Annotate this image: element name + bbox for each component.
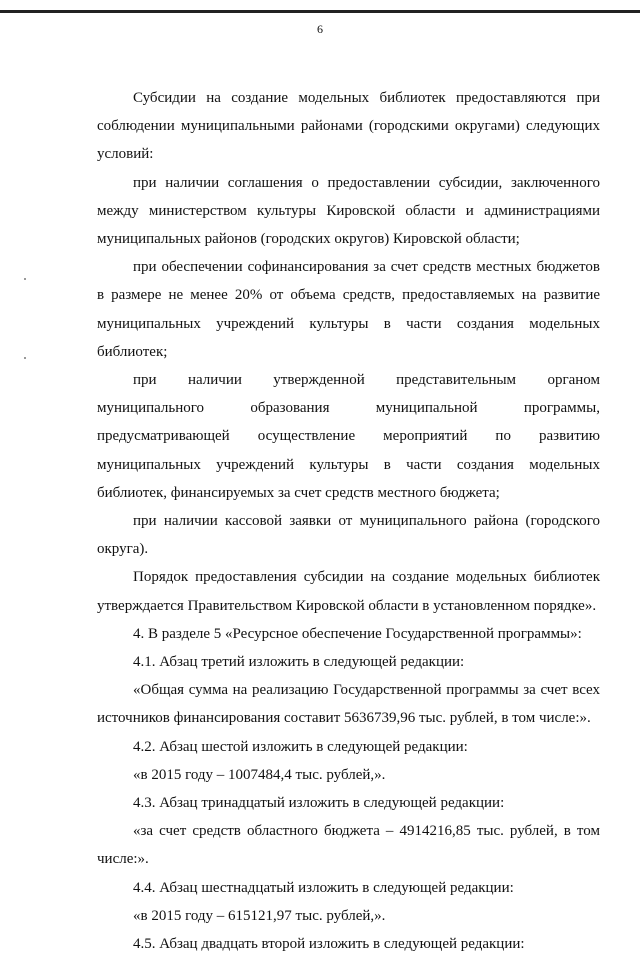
paragraph-condition-cofinancing: при обеспечении софинансирования за счет средств местных бюджетов в размере не менее 20% от объема средств, предоставляемых на развитие муниципальных учреждений культуры в части создания модельных библиотек; bbox=[97, 259, 600, 360]
paragraph-4-1-text: «Общая сумма на реализацию Государственной программы за счет всех источников финансирования составит 5636739,96 тыс. рублей, в том числе:». bbox=[97, 682, 600, 727]
paragraph-4-4-text: «в 2015 году – 615121,97 тыс. рублей,». bbox=[133, 907, 386, 924]
paragraph-4-2-text: «в 2015 году – 1007484,4 тыс. рублей,». bbox=[133, 766, 386, 783]
scan-speck bbox=[24, 357, 26, 359]
paragraph-condition-cash-request: при наличии кассовой заявки от муниципального района (городского округа). bbox=[97, 513, 600, 558]
paragraph-subsidy-conditions-intro: Субсидии на создание модельных библиотек предоставляются при соблюдении муниципальными районами (городскими округами) следующих условий: bbox=[97, 90, 600, 163]
page-number: 6 bbox=[317, 22, 323, 36]
paragraph-4-3: 4.3. Абзац тринадцатый изложить в следующей редакции: bbox=[133, 795, 505, 812]
document-body bbox=[97, 84, 600, 958]
paragraph-condition-agreement: при наличии соглашения о предоставлении субсидии, заключенного между министерством культуры Кировской области и администрациями муниципальных районов (городских округов) Кировской области; bbox=[97, 174, 600, 248]
paragraph-condition-municipal-program: при наличии утвержденной представительным органом муниципального образования муниципальной программы, предусматривающей осуществление мероприятий по развитию муниципальных учреждений культуры в части создания модельных библиотек, финансируемых за счет средств местного бюджета; bbox=[97, 372, 600, 501]
paragraph-4-1: 4.1. Абзац третий изложить в следующей редакции: bbox=[133, 654, 465, 671]
paragraph-4-5: 4.5. Абзац двадцать второй изложить в следующей редакции: bbox=[133, 936, 525, 953]
paragraph-procedure: Порядок предоставления субсидии на создание модельных библиотек утверждается Правительством Кировской области в установленном порядке». bbox=[97, 569, 600, 614]
paragraph-section-5: 4. В разделе 5 «Ресурсное обеспечение Государственной программы»: bbox=[133, 625, 582, 642]
paragraph-4-3-text: «за счет средств областного бюджета – 4914216,85 тыс. рублей, в том числе:». bbox=[97, 823, 600, 868]
paragraph-4-4: 4.4. Абзац шестнадцатый изложить в следующей редакции: bbox=[133, 879, 514, 896]
top-scan-border bbox=[0, 10, 640, 13]
scan-speck bbox=[24, 278, 26, 280]
paragraph-4-2: 4.2. Абзац шестой изложить в следующей редакции: bbox=[133, 738, 468, 755]
